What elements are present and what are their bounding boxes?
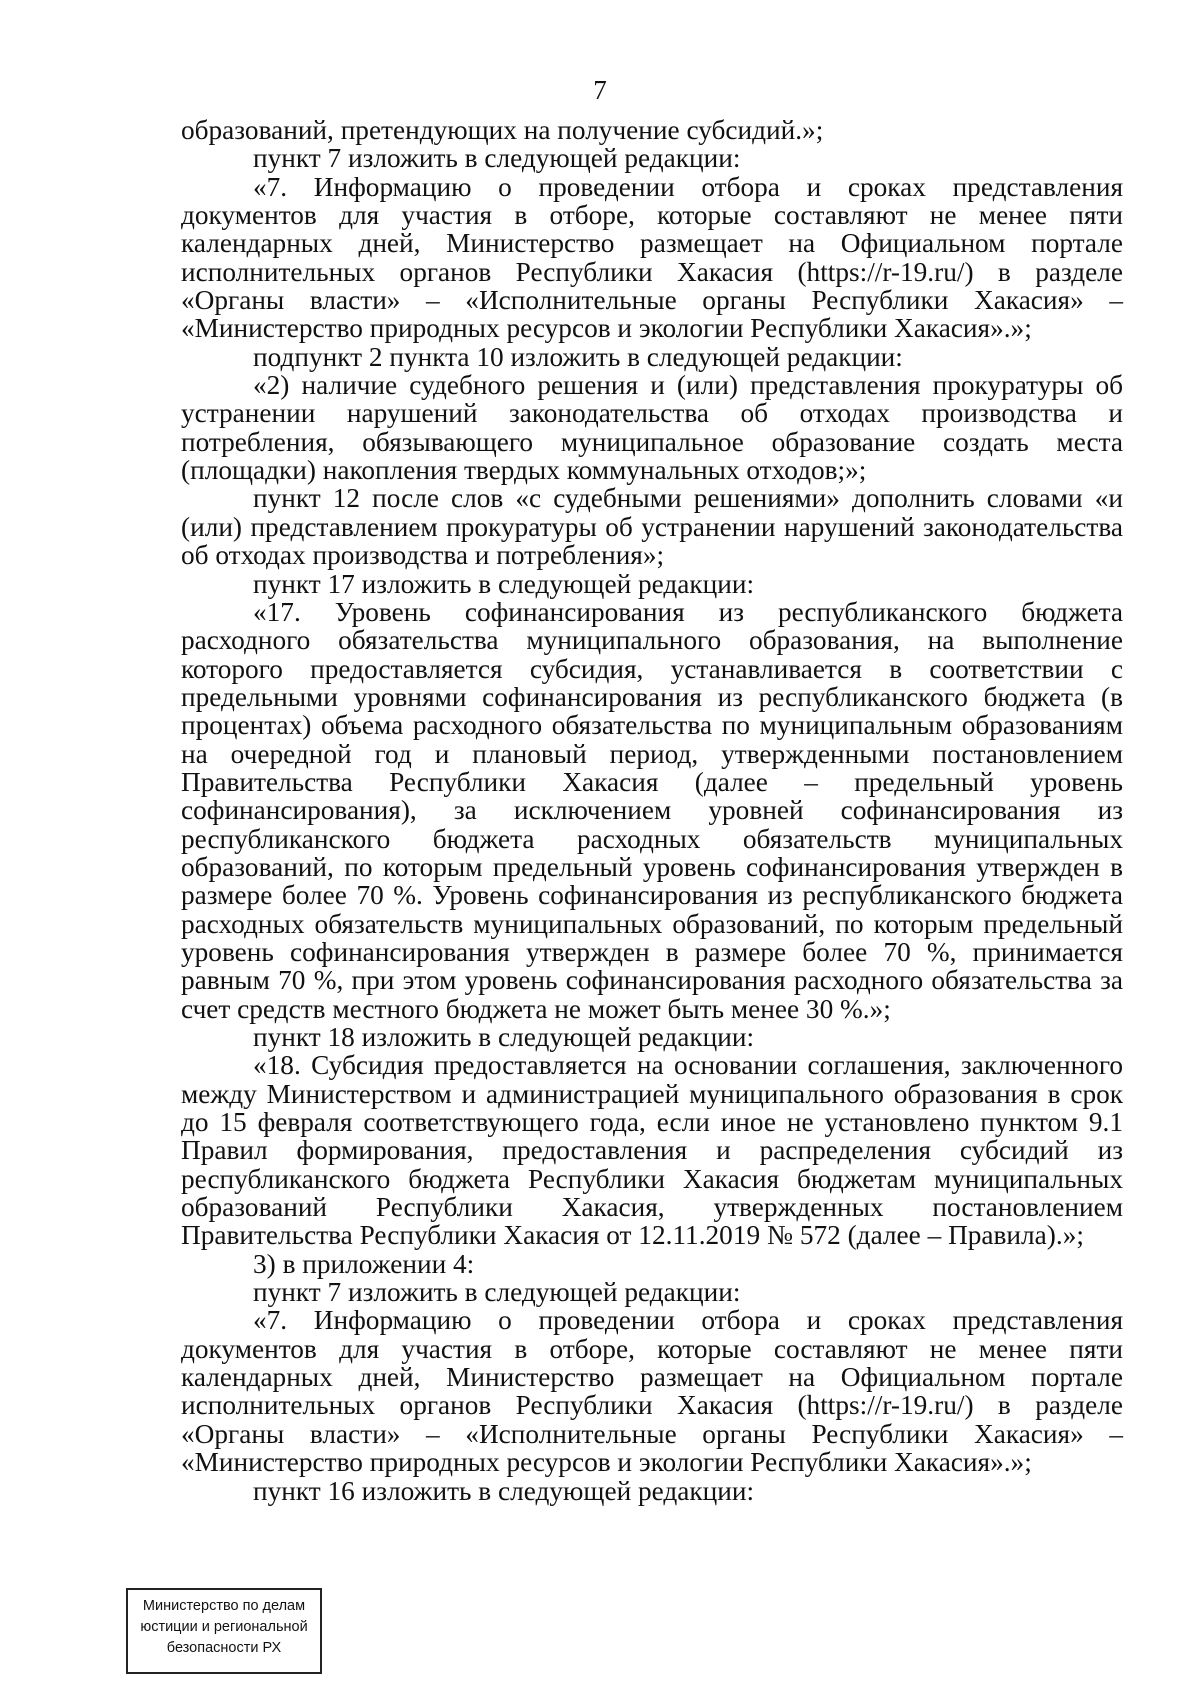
ministry-stamp bbox=[126, 1588, 322, 1674]
stamp-line-1: Министерство по делам bbox=[142, 1598, 306, 1614]
document-body bbox=[181, 116, 1123, 1505]
page-number: 7 bbox=[593, 75, 607, 105]
paragraph-2: пункт 7 изложить в следующей редакции: bbox=[253, 143, 741, 174]
stamp-line-2: юстиции и региональной bbox=[140, 1619, 308, 1635]
paragraph-14: пункт 16 изложить в следующей редакции: bbox=[253, 1475, 755, 1506]
paragraph-1: образований, претендующих на получение субсидий.»; bbox=[181, 115, 824, 145]
stamp-line-3: безопасности РХ bbox=[166, 1640, 282, 1656]
paragraph-10: «18. Субсидия предоставляется на основании соглашения, заключенного между Министерством и администрацией муниципального образования в срок до 15 февраля соответствующего года, если иное не установлено пунктом 9.1 Правил формирования, предоставления и распределения субсидий из республиканского бюджета Республики Хакасия бюджетам муниципальных образований Республики Хакасия, утвержденных постановлением Правительства Республики Хакасия от 12.11.2019 № 572 (далее – Правила).»; bbox=[181, 1050, 1123, 1251]
paragraph-6: пункт 12 после слов «с судебными решениями» дополнить словами «и (или) представлением прокуратуры об устранении нарушений законодательства об отходах производства и потребления»; bbox=[181, 483, 1123, 571]
paragraph-12: пункт 7 изложить в следующей редакции: bbox=[253, 1277, 741, 1308]
paragraph-4: подпункт 2 пункта 10 изложить в следующей редакции: bbox=[253, 341, 903, 372]
paragraph-3: «7. Информацию о проведении отбора и сроках представления документов для участия в отборе, которые составляют не менее пяти календарных дней, Министерство размещает на Официальном портале исполнительных органов Республики Хакасия (https://r-19.ru/) в разделе «Органы власти» – «Исполнительные органы Республики Хакасия» – «Министерство природных ресурсов и экологии Республики Хакасия».»; bbox=[181, 171, 1123, 344]
paragraph-7: пункт 17 изложить в следующей редакции: bbox=[253, 568, 755, 599]
paragraph-5: «2) наличие судебного решения и (или) представления прокуратуры об устранении нарушений законодательства об отходах производства и потребления, обязывающего муниципальное образование создать места (площадки) накопления твердых коммунальных отходов;»; bbox=[181, 370, 1123, 486]
paragraph-11: 3) в приложении 4: bbox=[253, 1248, 475, 1279]
paragraph-13: «7. Информацию о проведении отбора и сроках представления документов для участия в отборе, которые составляют не менее пяти календарных дней, Министерство размещает на Официальном портале исполнительных органов Республики Хакасия (https://r-19.ru/) в разделе «Органы власти» – «Исполнительные органы Республики Хакасия» – «Министерство природных ресурсов и экологии Республики Хакасия».»; bbox=[181, 1305, 1123, 1478]
paragraph-8: «17. Уровень софинансирования из республиканского бюджета расходного обязательства муниципального образования, на выполнение которого предоставляется субсидия, устанавливается в соответствии с предельными уровнями софинансирования из республиканского бюджета (в процентах) объема расходного обязательства по муниципальным образованиям на очередной год и плановый период, утвержденными постановлением Правительства Республики Хакасия (далее – предельный уровень софинансирования), за исключением уровней софинансирования из республиканского бюджета расходных обязательств муниципальных образований, по которым предельный уровень софинансирования утвержден в размере более 70 %. Уровень софинансирования из республиканского бюджета расходных обязательств муниципальных образований, по которым предельный уровень софинансирования утвержден в размере более 70 %, принимается равным 70 %, при этом уровень софинансирования расходного обязательства за счет средств местного бюджета не может быть менее 30 %.»; bbox=[181, 596, 1123, 1024]
paragraph-9: пункт 18 изложить в следующей редакции: bbox=[253, 1022, 755, 1052]
